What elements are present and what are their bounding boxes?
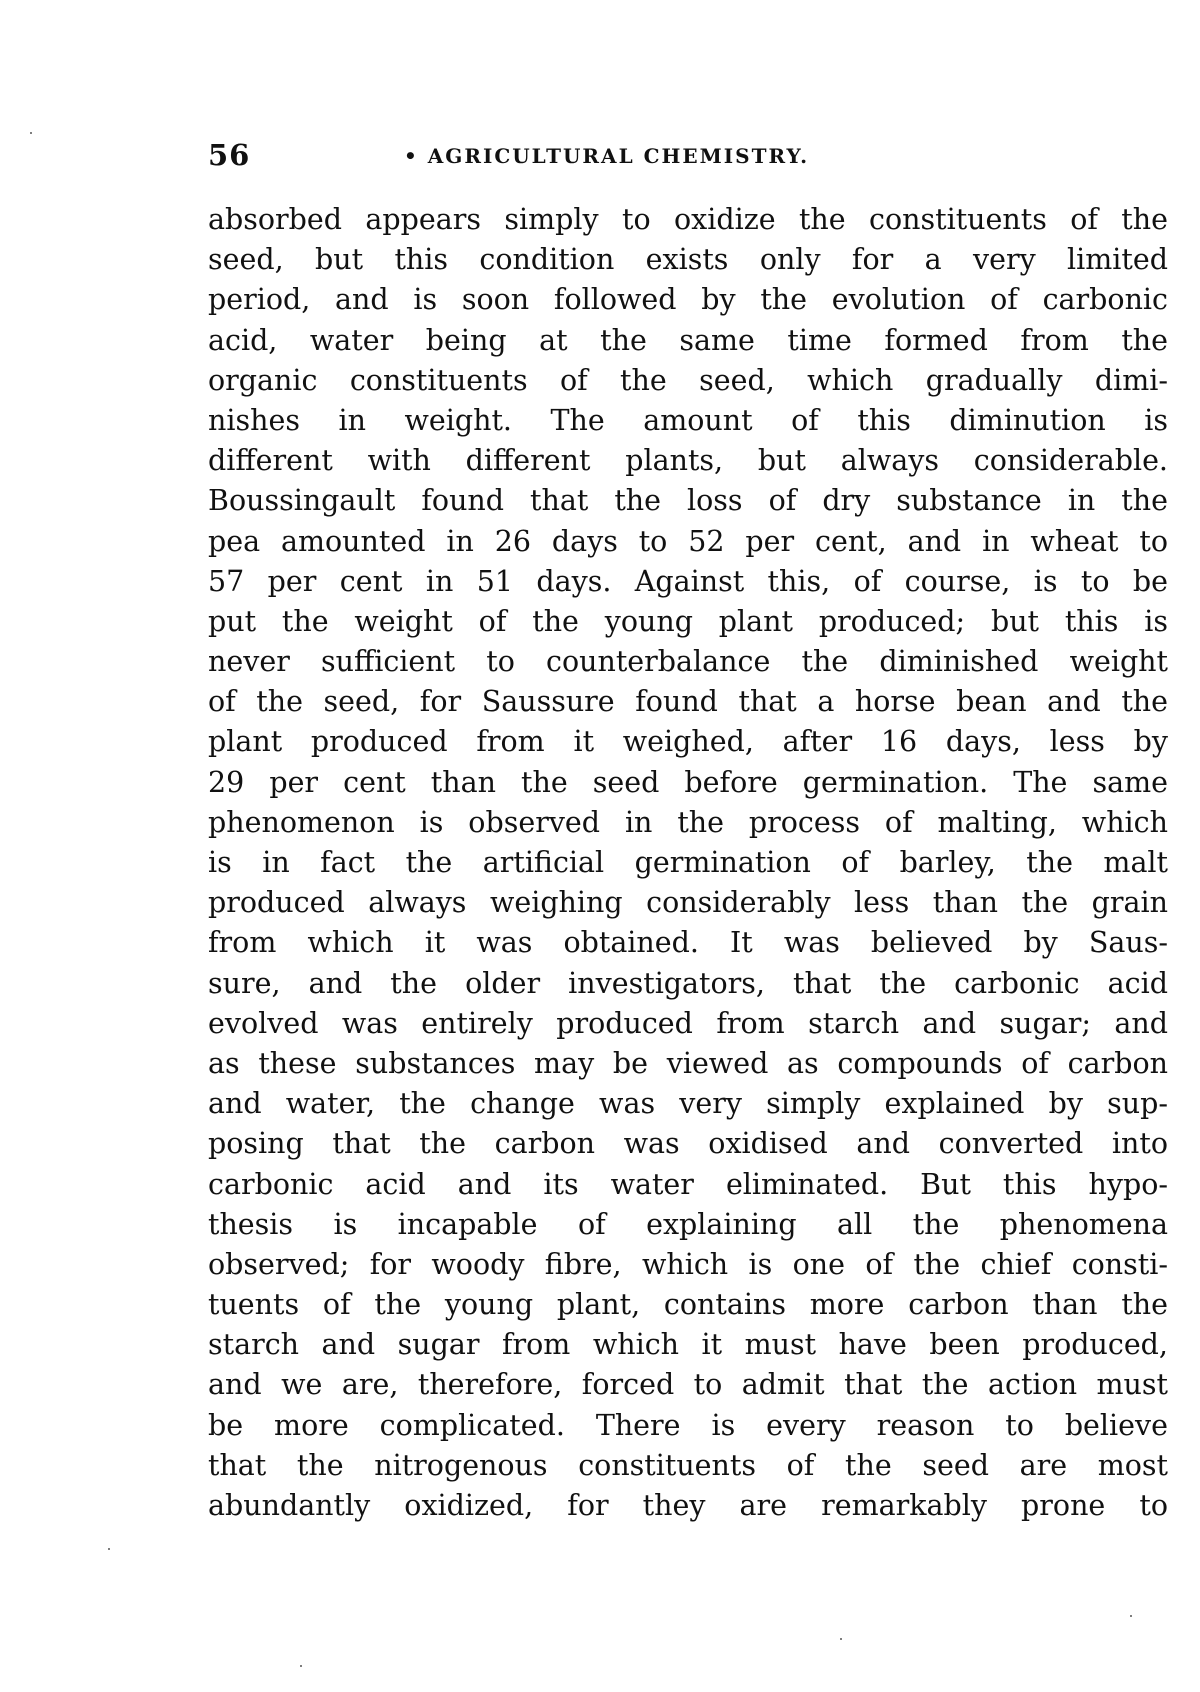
text-line: from which it was obtained. It was believed by Saus- xyxy=(208,926,1168,960)
text-line: acid, water being at the same time formed from the xyxy=(208,323,1168,357)
text-line: never sufficient to counterbalance the diminished weight xyxy=(208,645,1168,679)
text-line: that the nitrogenous constituents of the seed are most xyxy=(208,1448,1168,1482)
text-line: carbonic acid and its water eliminated. But this hypo- xyxy=(208,1167,1168,1201)
text-line: is in fact the artificial germination of barley, the malt xyxy=(208,846,1168,879)
scan-speck xyxy=(1130,1615,1132,1617)
text-line: and we are, therefore, forced to admit that the action must xyxy=(208,1368,1168,1402)
scan-speck xyxy=(108,1548,110,1550)
text-line: seed, but this condition exists only for a very limited xyxy=(208,243,1168,277)
text-line: as these substances may be viewed as compounds of carbon xyxy=(208,1046,1168,1080)
text-line: thesis is incapable of explaining all the phenomena xyxy=(208,1207,1168,1241)
text-line: period, and is soon followed by the evolution of carbonic xyxy=(208,283,1168,317)
text-line: Boussingault found that the loss of dry substance in the xyxy=(208,484,1168,518)
text-line: abundantly oxidized, for they are remarkably prone to xyxy=(208,1489,1168,1522)
text-line: sure, and the older investigators, that the carbonic acid xyxy=(208,966,1168,1000)
text-line: nishes in weight. The amount of this diminution is xyxy=(208,403,1168,437)
text-line: phenomenon is observed in the process of malting, which xyxy=(208,805,1168,839)
text-line: different with different plants, but always considerable. xyxy=(208,444,1168,478)
text-line: absorbed appears simply to oxidize the constituents of the xyxy=(208,203,1168,236)
text-line: put the weight of the young plant produced; but this is xyxy=(208,604,1168,638)
text-line: tuents of the young plant, contains more carbon than the xyxy=(208,1288,1168,1322)
text-line: 29 per cent than the seed before germination. The same xyxy=(208,765,1168,799)
running-head xyxy=(208,138,1158,178)
text-line: observed; for woody fibre, which is one of the chief consti- xyxy=(208,1247,1168,1281)
scan-speck xyxy=(300,1665,302,1667)
text-line: evolved was entirely produced from starch and sugar; and xyxy=(208,1006,1168,1040)
text-line: of the seed, for Saussure found that a horse bean and the xyxy=(208,685,1168,719)
text-line: and water, the change was very simply explained by sup- xyxy=(208,1087,1168,1121)
scan-speck xyxy=(840,1638,842,1640)
text-line: plant produced from it weighed, after 16 days, less by xyxy=(208,725,1168,759)
text-line: produced always weighing considerably less than the grain xyxy=(208,886,1168,920)
text-line: starch and sugar from which it must have been produced, xyxy=(208,1328,1168,1362)
text-line: be more complicated. There is every reason to believe xyxy=(208,1408,1168,1442)
page-number: 56 xyxy=(208,138,251,172)
text-line: organic constituents of the seed, which gradually dimi- xyxy=(208,363,1168,397)
text-line: 57 per cent in 51 days. Against this, of course, is to be xyxy=(208,564,1168,598)
scan-speck xyxy=(30,132,32,134)
running-title: • AGRICULTURAL CHEMISTRY. xyxy=(404,144,810,168)
body-text xyxy=(208,200,1168,1526)
text-line: pea amounted in 26 days to 52 per cent, and in wheat to xyxy=(208,524,1168,558)
text-line: posing that the carbon was oxidised and converted into xyxy=(208,1127,1168,1161)
